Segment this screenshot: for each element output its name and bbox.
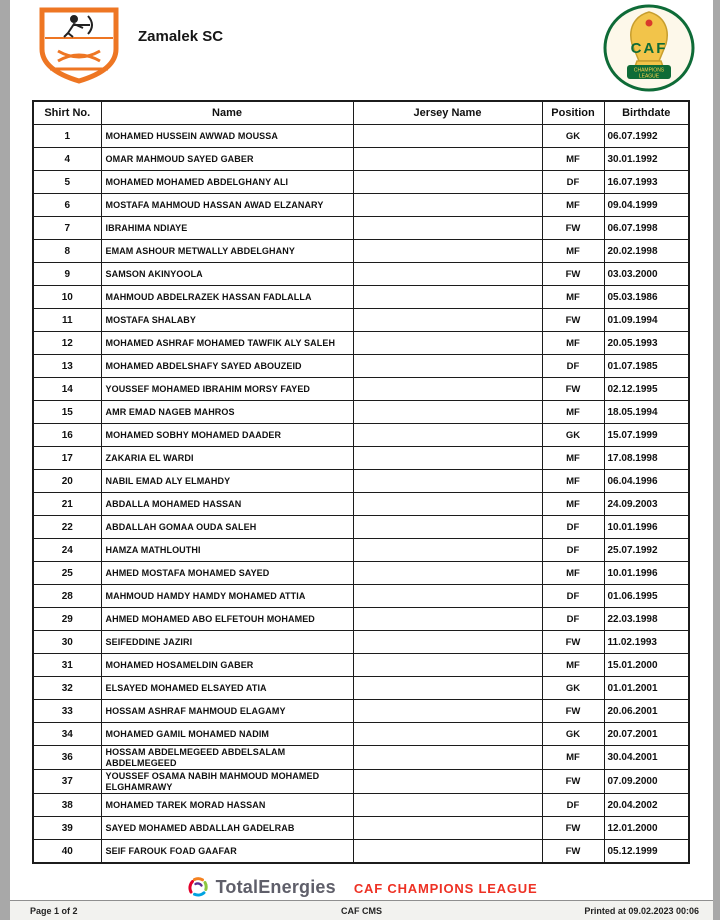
- header: [10, 0, 713, 96]
- cell-name: MOHAMED ASHRAF MOHAMED TAWFIK ALY SALEH: [101, 332, 353, 355]
- cell-position: FW: [542, 217, 604, 240]
- cell-birthdate: 03.03.2000: [604, 263, 689, 286]
- cell-position: FW: [542, 770, 604, 794]
- cell-birthdate: 17.08.1998: [604, 447, 689, 470]
- cell-position: DF: [542, 585, 604, 608]
- cell-name: SAYED MOHAMED ABDALLAH GADELRAB: [101, 817, 353, 840]
- table-row: [33, 654, 689, 677]
- table-row: [33, 447, 689, 470]
- player-table-body: [33, 125, 689, 864]
- cell-shirt: 9: [33, 263, 101, 286]
- cell-shirt: 39: [33, 817, 101, 840]
- cell-name: NABIL EMAD ALY ELMAHDY: [101, 470, 353, 493]
- cell-jersey_name: [353, 355, 542, 378]
- table-header: [33, 101, 689, 125]
- table-row: [33, 148, 689, 171]
- cell-birthdate: 12.01.2000: [604, 817, 689, 840]
- table-row: [33, 677, 689, 700]
- bottom-bar: [10, 900, 713, 920]
- cell-shirt: 40: [33, 840, 101, 864]
- cell-shirt: 7: [33, 217, 101, 240]
- cell-position: MF: [542, 332, 604, 355]
- cell-jersey_name: [353, 562, 542, 585]
- cell-position: MF: [542, 286, 604, 309]
- cell-position: MF: [542, 148, 604, 171]
- cell-shirt: 12: [33, 332, 101, 355]
- cell-birthdate: 06.04.1996: [604, 470, 689, 493]
- cell-shirt: 37: [33, 770, 101, 794]
- table-row: [33, 332, 689, 355]
- cell-name: MOSTAFA MAHMOUD HASSAN AWAD ELZANARY: [101, 194, 353, 217]
- cell-name: SAMSON AKINYOOLA: [101, 263, 353, 286]
- cell-shirt: 10: [33, 286, 101, 309]
- cell-shirt: 38: [33, 794, 101, 817]
- cell-jersey_name: [353, 332, 542, 355]
- table-row: [33, 562, 689, 585]
- cell-jersey_name: [353, 539, 542, 562]
- cell-jersey_name: [353, 770, 542, 794]
- cell-jersey_name: [353, 654, 542, 677]
- cell-shirt: 34: [33, 723, 101, 746]
- cell-birthdate: 20.04.2002: [604, 794, 689, 817]
- table-row: [33, 171, 689, 194]
- cell-name: MOHAMED GAMIL MOHAMED NADIM: [101, 723, 353, 746]
- cell-birthdate: 20.02.1998: [604, 240, 689, 263]
- cell-position: FW: [542, 309, 604, 332]
- cell-position: FW: [542, 631, 604, 654]
- cell-birthdate: 11.02.1993: [604, 631, 689, 654]
- table-row: [33, 125, 689, 148]
- col-header-birthdate: Birthdate: [604, 101, 689, 125]
- cell-birthdate: 30.04.2001: [604, 746, 689, 770]
- table-row: [33, 516, 689, 539]
- cell-jersey_name: [353, 125, 542, 148]
- cell-shirt: 17: [33, 447, 101, 470]
- cell-birthdate: 30.01.1992: [604, 148, 689, 171]
- cell-shirt: 22: [33, 516, 101, 539]
- cell-name: YOUSSEF OSAMA NABIH MAHMOUD MOHAMED ELGHAMRAWY: [101, 770, 353, 794]
- cell-birthdate: 22.03.1998: [604, 608, 689, 631]
- cell-jersey_name: [353, 608, 542, 631]
- cell-shirt: 20: [33, 470, 101, 493]
- cell-position: MF: [542, 470, 604, 493]
- table-row: [33, 470, 689, 493]
- cell-birthdate: 01.06.1995: [604, 585, 689, 608]
- cell-position: MF: [542, 493, 604, 516]
- cell-birthdate: 05.12.1999: [604, 840, 689, 864]
- cell-jersey_name: [353, 746, 542, 770]
- cell-name: HOSSAM ASHRAF MAHMOUD ELAGAMY: [101, 700, 353, 723]
- printed-timestamp: Printed at 09.02.2023 00:06: [584, 906, 699, 916]
- cell-birthdate: 20.05.1993: [604, 332, 689, 355]
- cell-position: MF: [542, 654, 604, 677]
- cell-shirt: 30: [33, 631, 101, 654]
- cell-birthdate: 01.07.1985: [604, 355, 689, 378]
- cell-name: MAHMOUD HAMDY HAMDY MOHAMED ATTIA: [101, 585, 353, 608]
- cell-position: GK: [542, 677, 604, 700]
- caf-badge-line2: LEAGUE: [638, 73, 660, 80]
- caf-champions-league-badge-icon: [601, 3, 697, 93]
- table-row: [33, 631, 689, 654]
- cell-shirt: 6: [33, 194, 101, 217]
- table-row: [33, 608, 689, 631]
- cell-shirt: 15: [33, 401, 101, 424]
- cell-birthdate: 20.07.2001: [604, 723, 689, 746]
- cell-birthdate: 05.03.1986: [604, 286, 689, 309]
- table-row: [33, 355, 689, 378]
- cell-name: SEIFEDDINE JAZIRI: [101, 631, 353, 654]
- table-row: [33, 700, 689, 723]
- cell-position: GK: [542, 125, 604, 148]
- cell-name: MOHAMED SOBHY MOHAMED DAADER: [101, 424, 353, 447]
- cell-birthdate: 02.12.1995: [604, 378, 689, 401]
- cell-jersey_name: [353, 516, 542, 539]
- cell-birthdate: 06.07.1998: [604, 217, 689, 240]
- cell-name: MAHMOUD ABDELRAZEK HASSAN FADLALLA: [101, 286, 353, 309]
- cell-name: MOHAMED HUSSEIN AWWAD MOUSSA: [101, 125, 353, 148]
- cell-position: DF: [542, 539, 604, 562]
- cell-jersey_name: [353, 378, 542, 401]
- cell-birthdate: 06.07.1992: [604, 125, 689, 148]
- page-indicator: Page 1 of 2: [30, 906, 78, 916]
- sponsor-row: [10, 875, 713, 899]
- cell-birthdate: 16.07.1993: [604, 171, 689, 194]
- table-row: [33, 263, 689, 286]
- table-row: [33, 240, 689, 263]
- cell-jersey_name: [353, 286, 542, 309]
- cell-position: GK: [542, 424, 604, 447]
- table-row: [33, 401, 689, 424]
- caf-badge-text: CAF: [630, 40, 668, 57]
- cell-name: MOHAMED ABDELSHAFY SAYED ABOUZEID: [101, 355, 353, 378]
- cell-birthdate: 07.09.2000: [604, 770, 689, 794]
- cell-position: MF: [542, 401, 604, 424]
- cell-birthdate: 01.09.1994: [604, 309, 689, 332]
- cell-jersey_name: [353, 240, 542, 263]
- cell-name: AMR EMAD NAGEB MAHROS: [101, 401, 353, 424]
- cell-name: HAMZA MATHLOUTHI: [101, 539, 353, 562]
- cell-name: IBRAHIMA NDIAYE: [101, 217, 353, 240]
- cell-jersey_name: [353, 470, 542, 493]
- cell-name: MOHAMED HOSAMELDIN GABER: [101, 654, 353, 677]
- cell-position: DF: [542, 171, 604, 194]
- cell-birthdate: 15.01.2000: [604, 654, 689, 677]
- cell-jersey_name: [353, 171, 542, 194]
- table-row: [33, 286, 689, 309]
- cell-birthdate: 20.06.2001: [604, 700, 689, 723]
- cell-position: FW: [542, 378, 604, 401]
- cell-position: DF: [542, 516, 604, 539]
- cell-position: GK: [542, 723, 604, 746]
- cell-position: FW: [542, 817, 604, 840]
- cell-position: FW: [542, 840, 604, 864]
- cell-shirt: 11: [33, 309, 101, 332]
- cell-shirt: 28: [33, 585, 101, 608]
- cell-position: DF: [542, 794, 604, 817]
- col-header-jersey-name: Jersey Name: [353, 101, 542, 125]
- cell-position: DF: [542, 355, 604, 378]
- cell-name: AHMED MOHAMED ABO ELFETOUH MOHAMED: [101, 608, 353, 631]
- table-row: [33, 585, 689, 608]
- cell-shirt: 25: [33, 562, 101, 585]
- cell-jersey_name: [353, 794, 542, 817]
- cell-shirt: 33: [33, 700, 101, 723]
- cell-birthdate: 10.01.1996: [604, 562, 689, 585]
- cell-name: ABDALLAH GOMAA OUDA SALEH: [101, 516, 353, 539]
- cell-position: FW: [542, 263, 604, 286]
- cell-shirt: 29: [33, 608, 101, 631]
- cell-shirt: 31: [33, 654, 101, 677]
- cell-jersey_name: [353, 447, 542, 470]
- table-row: [33, 723, 689, 746]
- cell-jersey_name: [353, 493, 542, 516]
- club-name: Zamalek SC: [138, 28, 224, 45]
- system-label: CAF CMS: [341, 906, 382, 916]
- cell-name: ZAKARIA EL WARDI: [101, 447, 353, 470]
- totalenergies-logo-icon: [186, 875, 210, 899]
- table-row: [33, 770, 689, 794]
- cell-birthdate: 15.07.1999: [604, 424, 689, 447]
- cell-shirt: 14: [33, 378, 101, 401]
- cell-jersey_name: [353, 401, 542, 424]
- cell-name: MOHAMED MOHAMED ABDELGHANY ALI: [101, 171, 353, 194]
- cell-name: OMAR MAHMOUD SAYED GABER: [101, 148, 353, 171]
- cell-position: MF: [542, 447, 604, 470]
- col-header-position: Position: [542, 101, 604, 125]
- cell-shirt: 16: [33, 424, 101, 447]
- team-sheet-page: [10, 0, 713, 920]
- table-row: [33, 309, 689, 332]
- cell-position: FW: [542, 700, 604, 723]
- cell-position: DF: [542, 608, 604, 631]
- cell-jersey_name: [353, 148, 542, 171]
- cell-shirt: 13: [33, 355, 101, 378]
- cell-shirt: 4: [33, 148, 101, 171]
- cell-name: SEIF FAROUK FOAD GAAFAR: [101, 840, 353, 864]
- table-row: [33, 817, 689, 840]
- zamalek-crest-icon: [38, 7, 120, 85]
- cell-birthdate: 10.01.1996: [604, 516, 689, 539]
- cell-name: EMAM ASHOUR METWALLY ABDELGHANY: [101, 240, 353, 263]
- table-row: [33, 794, 689, 817]
- cell-jersey_name: [353, 817, 542, 840]
- cell-name: HOSSAM ABDELMEGEED ABDELSALAM ABDELMEGEED: [101, 746, 353, 770]
- cell-birthdate: 09.04.1999: [604, 194, 689, 217]
- sponsor-wordmark: TotalEnergies: [215, 876, 336, 897]
- competition-wordmark: CAF CHAMPIONS LEAGUE: [353, 881, 538, 896]
- cell-jersey_name: [353, 424, 542, 447]
- cell-position: MF: [542, 194, 604, 217]
- table-row: [33, 539, 689, 562]
- cell-name: YOUSSEF MOHAMED IBRAHIM MORSY FAYED: [101, 378, 353, 401]
- cell-shirt: 36: [33, 746, 101, 770]
- cell-shirt: 24: [33, 539, 101, 562]
- cell-jersey_name: [353, 700, 542, 723]
- cell-jersey_name: [353, 585, 542, 608]
- cell-jersey_name: [353, 263, 542, 286]
- cell-shirt: 32: [33, 677, 101, 700]
- cell-birthdate: 01.01.2001: [604, 677, 689, 700]
- cell-jersey_name: [353, 217, 542, 240]
- cell-birthdate: 25.07.1992: [604, 539, 689, 562]
- table-row: [33, 424, 689, 447]
- cell-name: MOHAMED TAREK MORAD HASSAN: [101, 794, 353, 817]
- cell-name: AHMED MOSTAFA MOHAMED SAYED: [101, 562, 353, 585]
- cell-jersey_name: [353, 677, 542, 700]
- cell-position: MF: [542, 562, 604, 585]
- roster-table: [32, 100, 690, 864]
- cell-birthdate: 24.09.2003: [604, 493, 689, 516]
- cell-position: MF: [542, 240, 604, 263]
- caf-badge-line1: CHAMPIONS: [633, 67, 665, 74]
- table-row: [33, 493, 689, 516]
- cell-jersey_name: [353, 840, 542, 864]
- table-row: [33, 217, 689, 240]
- col-header-shirt-no: Shirt No.: [33, 101, 101, 125]
- cell-name: MOSTAFA SHALABY: [101, 309, 353, 332]
- table-row: [33, 746, 689, 770]
- table-row: [33, 840, 689, 864]
- cell-jersey_name: [353, 309, 542, 332]
- col-header-name: Name: [101, 101, 353, 125]
- table-row: [33, 378, 689, 401]
- cell-position: MF: [542, 746, 604, 770]
- cell-name: ELSAYED MOHAMED ELSAYED ATIA: [101, 677, 353, 700]
- cell-shirt: 5: [33, 171, 101, 194]
- cell-name: ABDALLA MOHAMED HASSAN: [101, 493, 353, 516]
- cell-birthdate: 18.05.1994: [604, 401, 689, 424]
- header-row: [33, 101, 689, 125]
- cell-jersey_name: [353, 723, 542, 746]
- table-row: [33, 194, 689, 217]
- cell-shirt: 21: [33, 493, 101, 516]
- cell-shirt: 8: [33, 240, 101, 263]
- cell-jersey_name: [353, 194, 542, 217]
- cell-jersey_name: [353, 631, 542, 654]
- cell-shirt: 1: [33, 125, 101, 148]
